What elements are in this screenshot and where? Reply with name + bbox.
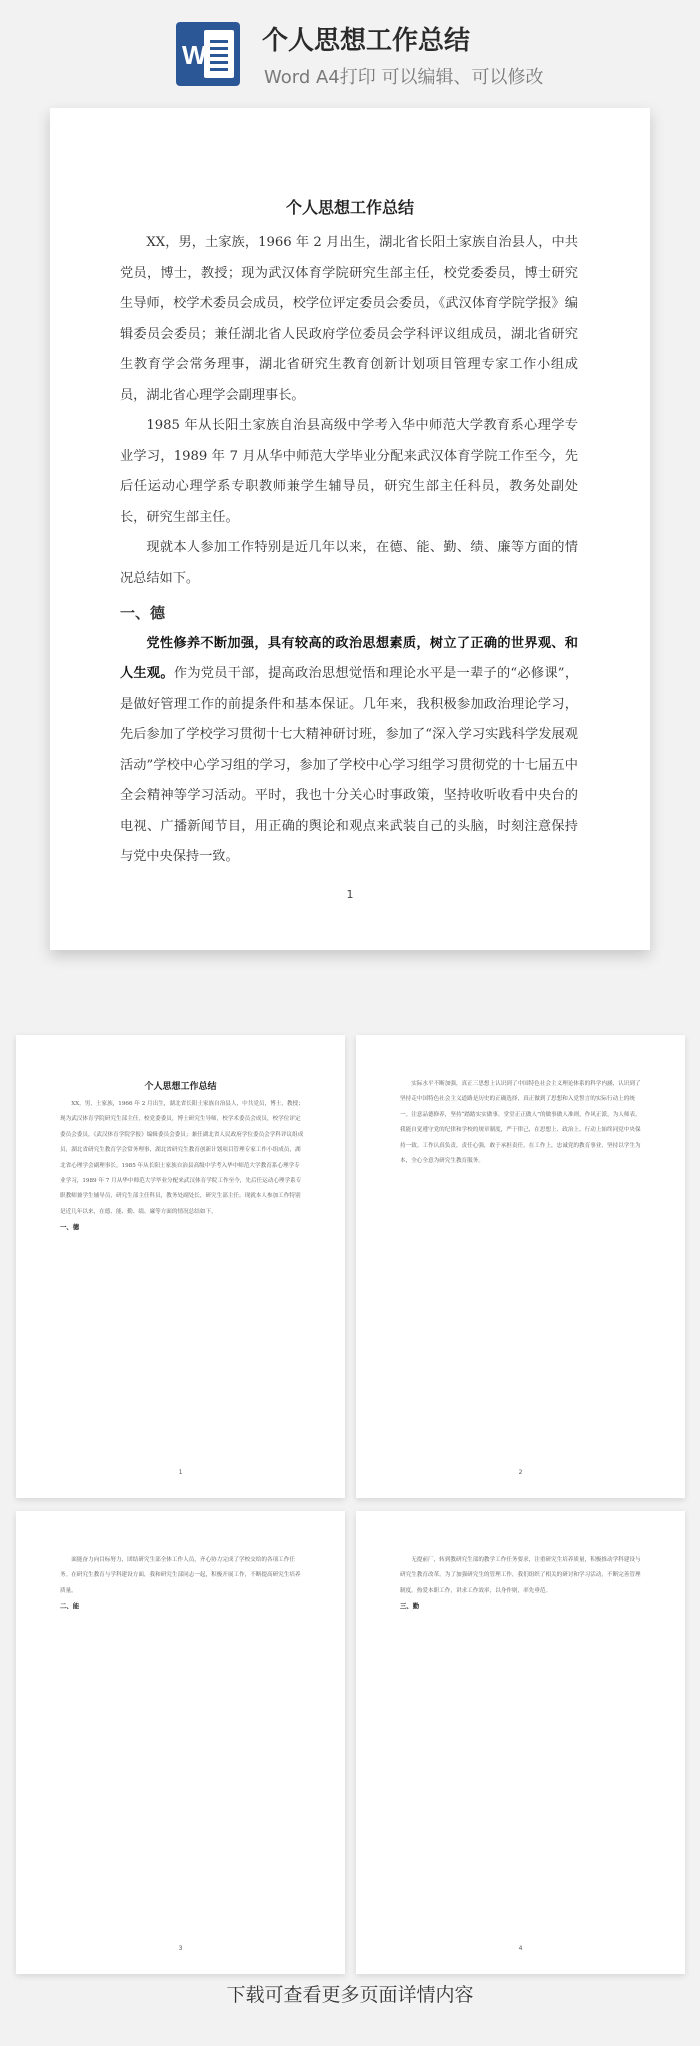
page-subtitle: Word A4打印 可以编辑、可以修改 bbox=[264, 67, 544, 88]
paragraph-education: 1985 年从长阳土家族自治县高级中学考入华中师范大学教育系心理学专业学习，1989 年 7 月从华中师范大学毕业分配来武汉体育学院工作至今，先后任运动心理学系专职教师兼学生辅导员，研究生部主任科员，教务处副处长，研究生部主任。 bbox=[120, 418, 578, 525]
thumbnail-page-number: 2 bbox=[518, 1469, 523, 1476]
thumbnail-page-4[interactable] bbox=[356, 1511, 685, 1974]
thumbnail-page-3[interactable] bbox=[16, 1511, 345, 1974]
thumbnail-text: 无提前厂，转到教研究生部的教学工作任务要求，注重研究生培养质量，积极推动学科建设与研究生教育改革。为了加强研究生的管理工作，我们组织了相关的研讨和学习活动，不断完善管理制度。热爱本职工作，讲求工作效率，以身作则，率先垂范。 bbox=[400, 1557, 641, 1594]
section1-lead: 党性修养不断加强，具有较高的政治思想素质，树立了正确的世界观、和人生观。 bbox=[120, 635, 578, 681]
thumbnail-heading: 三、勤 bbox=[400, 1602, 420, 1611]
thumbnail-heading: 一、德 bbox=[60, 1223, 80, 1232]
thumbnail-page-1[interactable] bbox=[16, 1035, 345, 1498]
document-preview-page[interactable] bbox=[50, 108, 650, 950]
thumbnail-text: 面能奋力向目标努力，团结研究生部全体工作人员，齐心协力完成了学校交给的各项工作任务。在研究生教育与学科建设方面，我和研究生部同志一起，积极开展工作，不断提高研究生培养质量。 bbox=[60, 1557, 301, 1594]
thumbnail-page-number: 3 bbox=[178, 1945, 183, 1952]
thumbnail-heading: 二、能 bbox=[60, 1602, 80, 1611]
thumbnail-title: 个人思想工作总结 bbox=[144, 1082, 217, 1092]
thumbnail-page-number: 4 bbox=[518, 1945, 523, 1952]
thumbnail-text: XX，男，土家族，1966 年 2 月出生，湖北省长阳土家族自治县人，中共党员，博士，教授；现为武汉体育学院研究生部主任，校党委委员，博士研究生导师，校学术委员会成员，校学位评定委员会委员，《武汉体育学院学报》编辑委员会委员；兼任湖北省人民政府学位委员会学科评议组成员，湖北省研究生教育学会常务理事，湖北省研究生教育创新计划项目管理专家工作小组成员，湖北省心理学会副理事长。1985 年从长阳土家族自治县高级中学考入华中师范大学教育系心理学专业学习，1989 年 7 月从华中师范大学毕业分配来武汉体育学院工作至今，先后任运动心理学系专职教师兼学生辅导员，研究生部主任科员，教务处副处长，研究生部主任。现就本人参加工作特别是近几年以来，在德、能、勤、绩、廉等方面的情况总结如下。 bbox=[60, 1101, 304, 1215]
thumbnail-page-2[interactable] bbox=[356, 1035, 685, 1498]
document-title: 个人思想工作总结 bbox=[285, 198, 414, 217]
word-icon-letter: W bbox=[182, 40, 207, 70]
thumbnail-body bbox=[60, 1097, 305, 1482]
thumbnail-body bbox=[60, 1553, 305, 1953]
section1-text: 作为党员干部，提高政治思想觉悟和理论水平是一辈子的“必修课”，是做好管理工作的前提条件和基本保证。几年来，我积极参加政治理论学习，先后参加了学校学习贯彻十七大精神研讨班，参加了“深入学习实践科学发展观活动”学校中心学习组的学习，参加了学校中心学习组学习贯彻党的十七届五中全会精神等学习活动。平时，我也十分关心时事政策，坚持收听收看中央台的电视、广播新闻节目，用正确的舆论和观点来武装自己的头脑，时刻注意保持与党中央保持一致。 bbox=[120, 666, 579, 864]
thumbnail-page-number: 1 bbox=[178, 1469, 183, 1476]
page-title: 个人思想工作总结 bbox=[262, 26, 471, 56]
paragraph-intro: XX，男，土家族，1966 年 2 月出生，湖北省长阳土家族自治县人，中共党员，博士，教授；现为武汉体育学院研究生部主任，校党委委员，博士研究生导师，校学术委员会成员，校学位评定委员会委员，《武汉体育学院学报》编辑委员会委员；兼任湖北省人民政府学位委员会学科评议组成员，湖北省研究生教育学会常务理事，湖北省研究生教育创新计划项目管理专家工作小组成员，湖北省心理学会副理事长。 bbox=[120, 235, 578, 403]
header bbox=[0, 0, 700, 100]
page-number: 1 bbox=[346, 888, 354, 901]
paragraph-section1 bbox=[120, 629, 578, 873]
word-icon-page bbox=[204, 30, 234, 78]
paragraph-summary: 现就本人参加工作特别是近几年以来，在德、能、勤、绩、廉等方面的情况总结如下。 bbox=[120, 540, 578, 586]
thumbnail-text: 实际水平不断加强，真正三思想上认识到了中国特色社会主义理论体系的科学内涵，认识到了坚持走中国特色社会主义道路是历史的正确选择，真正做到了思想和入党誓言的实际行动上的统一。注意品德修养，坚持“踏踏实实做事，堂堂正正做人”的做事做人准则，作风正派，为人师表。我能自觉遵守党的纪律和学校的规章制度，严于律己，在思想上、政治上、行动上始终同党中央保持一致。工作认真负责，责任心强，敢于承担责任。在工作上，忠诚党的教育事业，坚持以学生为本，全心全意为研究生教育服务。 bbox=[400, 1081, 641, 1165]
thumbnail-body bbox=[400, 1077, 645, 1477]
download-more-link[interactable]: 下载可查看更多页面详情内容 bbox=[226, 1984, 474, 2006]
document-body bbox=[120, 228, 578, 873]
thumbnail-body bbox=[400, 1553, 645, 1953]
word-document-icon bbox=[176, 22, 240, 86]
section-heading-de: 一、德 bbox=[120, 604, 166, 622]
